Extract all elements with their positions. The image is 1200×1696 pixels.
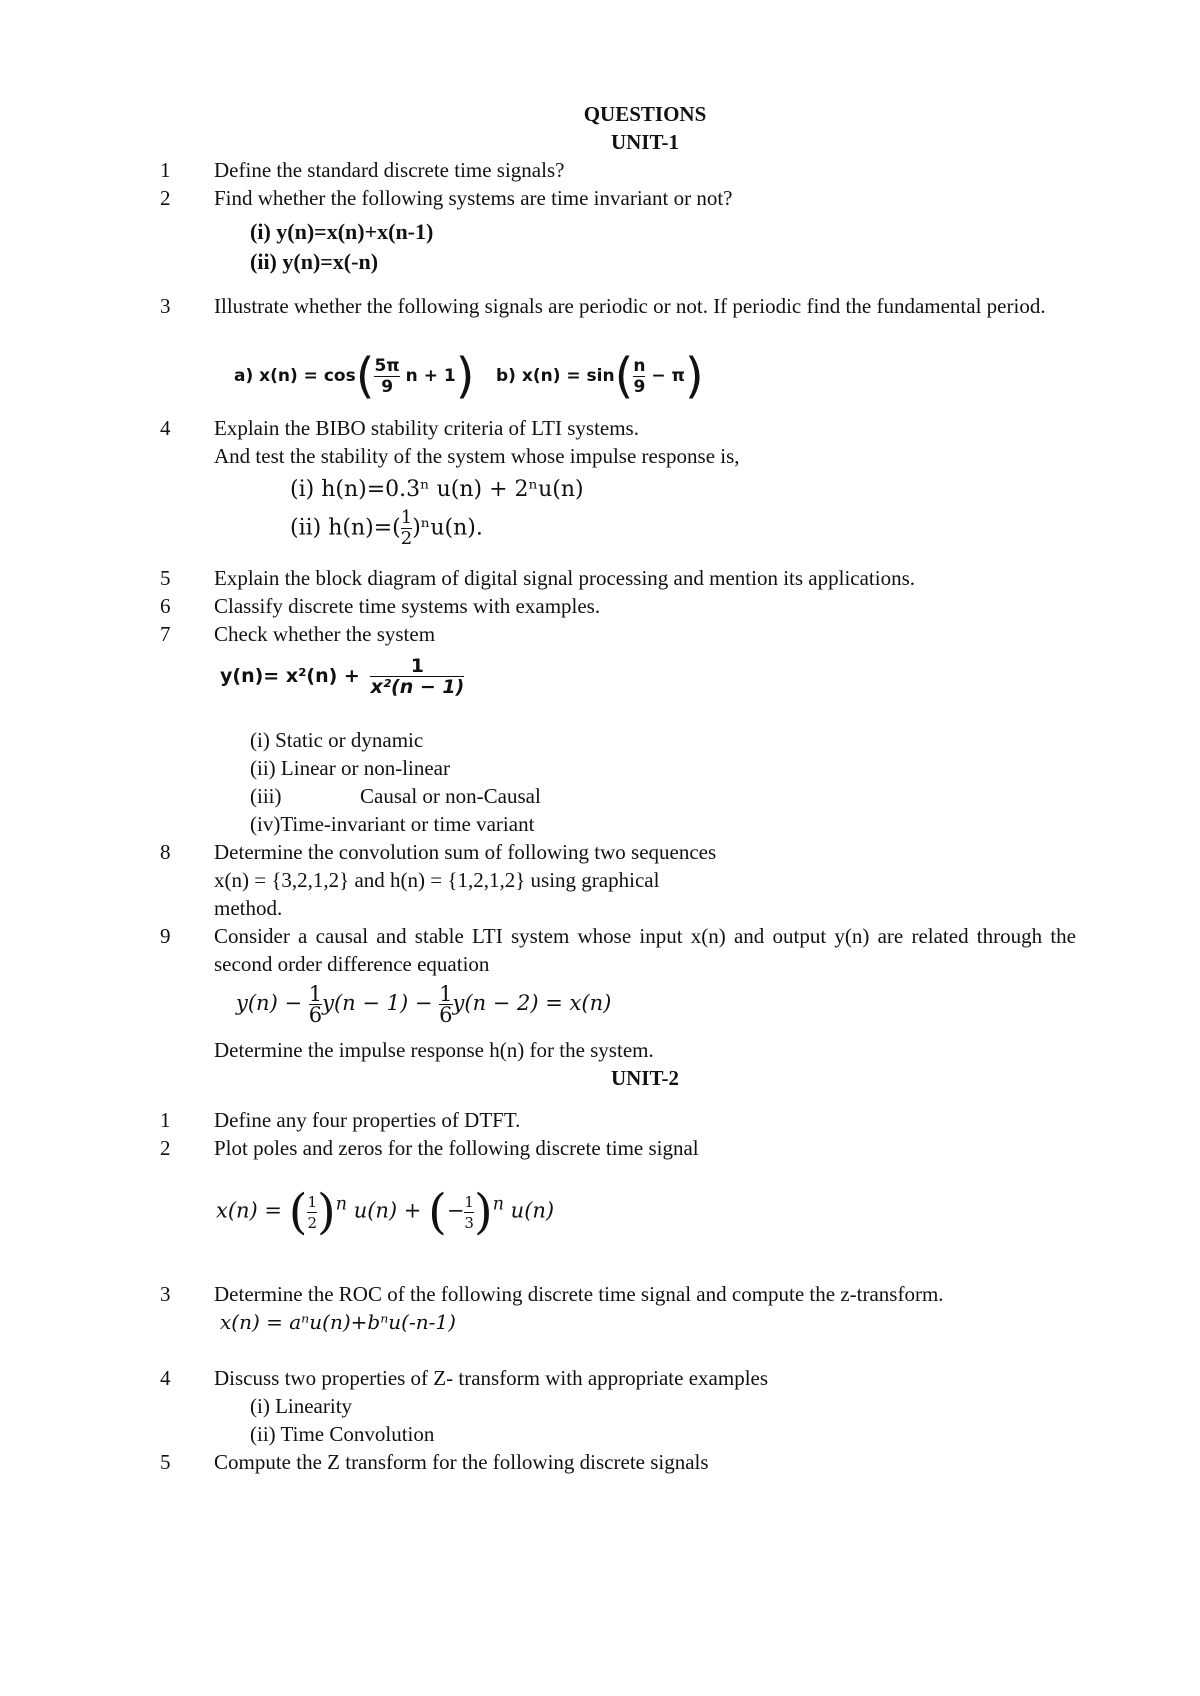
fraction-numerator: 1 xyxy=(439,982,453,1006)
question-number: 3 xyxy=(160,294,171,318)
question-text: Check whether the system xyxy=(214,622,436,646)
eq-label: a) x(n) = cos xyxy=(234,366,356,386)
eq-tail: − π xyxy=(651,366,685,386)
question-number: 7 xyxy=(160,622,171,646)
eq-tail: n + 1 xyxy=(405,366,456,386)
question-text: Explain the BIBO stability criteria of LTI systems. xyxy=(214,416,639,440)
question-text: Consider a causal and stable LTI system whose input x(n) and output y(n) are related through the second order difference equation xyxy=(214,924,1076,976)
sub-item: (iii) xyxy=(250,784,282,808)
question-number: 2 xyxy=(160,1136,171,1160)
equation-a: a) x(n) = cos( $\frac{5\pi}{9}$ n + 1) xyxy=(234,348,475,404)
fraction-denominator: 9 xyxy=(374,376,399,397)
question-text: Find whether the following systems are time invariant or not? xyxy=(214,186,733,210)
equation xyxy=(236,984,611,1025)
question-text: Discuss two properties of Z- transform with appropriate examples xyxy=(214,1366,769,1390)
question-text: Illustrate whether the following signals are periodic or not. If periodic find the fundamental period. xyxy=(214,294,1046,318)
question-number: 6 xyxy=(160,594,171,618)
equation: (i) y(n)=x(n)+x(n-1) xyxy=(250,219,434,244)
eq-part: x(n) = xyxy=(216,1198,289,1223)
eq-label: b) x(n) = sin xyxy=(496,366,615,386)
question-text: method. xyxy=(214,896,283,920)
eq-part: y(n) − xyxy=(236,991,309,1015)
fraction-numerator: n xyxy=(633,355,646,376)
sub-item: (ii) Time Convolution xyxy=(250,1422,435,1446)
equation: x(n) = aⁿu(n)+bⁿu(-n-1) xyxy=(220,1310,456,1334)
eq-part: u(n) xyxy=(510,1198,555,1223)
equation: x(n) = ( $\frac{1}{2}$ )$^n$ u(n) + (− $\frac{1}{3}$ )$^n$ u(n) xyxy=(216,1184,555,1240)
fraction-denominator: 2 xyxy=(400,528,413,549)
equation xyxy=(290,508,483,549)
fraction-numerator: 5π xyxy=(374,355,400,376)
eq-part: y(n − 1) − xyxy=(322,991,440,1015)
eq-part: u(n) + xyxy=(353,1198,429,1223)
fraction-denominator: 9 xyxy=(633,376,646,397)
eq-part: − xyxy=(446,1198,465,1223)
fraction-denominator: 3 xyxy=(464,1213,474,1232)
exponent: n xyxy=(492,1194,504,1215)
question-number: 1 xyxy=(160,158,171,182)
question-number: 9 xyxy=(160,924,171,948)
equation: (ii) y(n)=x(-n) xyxy=(250,249,379,274)
question-text: Classify discrete time systems with examples. xyxy=(214,594,601,618)
eq-pre: (ii) h(n)=( xyxy=(290,515,401,541)
question-number: 4 xyxy=(160,1366,171,1390)
question-text: Determine the impulse response h(n) for the system. xyxy=(214,1038,654,1062)
question-number: 5 xyxy=(160,1450,171,1474)
question-text: Define the standard discrete time signals? xyxy=(214,158,565,182)
sub-item: (iv)Time-invariant or time variant xyxy=(250,812,535,836)
equation xyxy=(220,656,468,697)
unit-1-heading: UNIT-1 xyxy=(610,130,680,154)
question-text: x(n) = {3,2,1,2} and h(n) = {1,2,1,2} using graphical xyxy=(214,868,660,892)
sub-item: (i) Linearity xyxy=(250,1394,353,1418)
fraction-denominator: 6 xyxy=(439,1003,453,1027)
fraction-numerator: 1 xyxy=(410,655,424,677)
sub-item: (i) Static or dynamic xyxy=(250,728,424,752)
question-number: 3 xyxy=(160,1282,171,1306)
question-text: Determine the ROC of the following discrete time signal and compute the z-transform. xyxy=(214,1282,944,1306)
question-text: Explain the block diagram of digital signal processing and mention its applications. xyxy=(214,566,916,590)
question-number: 2 xyxy=(160,186,171,210)
question-number: 8 xyxy=(160,840,171,864)
exponent: n xyxy=(335,1194,347,1215)
equation-b: b) x(n) = sin( $\frac{n}{9}$ − π) xyxy=(496,348,704,404)
question-number: 5 xyxy=(160,566,171,590)
question-text: Compute the Z transform for the following discrete signals xyxy=(214,1450,709,1474)
fraction-numerator: 1 xyxy=(307,1192,317,1211)
equation: (i) h(n)=0.3ⁿ u(n) + 2ⁿu(n) xyxy=(290,477,584,502)
eq-pre: y(n)= x²(n) + xyxy=(220,665,367,687)
question-number: 4 xyxy=(160,416,171,440)
question-text: Plot poles and zeros for the following discrete time signal xyxy=(214,1136,699,1160)
fraction-denominator: x²(n − 1) xyxy=(370,676,465,698)
question-number: 1 xyxy=(160,1108,171,1132)
question-text: And test the stability of the system whose impulse response is, xyxy=(214,444,740,468)
question-text: Determine the convolution sum of following two sequences xyxy=(214,840,717,864)
eq-part: y(n − 2) = x(n) xyxy=(452,991,612,1015)
eq-post: )ⁿu(n). xyxy=(412,515,483,541)
unit-2-heading: UNIT-2 xyxy=(610,1066,680,1090)
fraction-numerator: 1 xyxy=(400,507,413,528)
fraction-numerator: 1 xyxy=(308,982,323,1006)
sub-item: Causal or non-Causal xyxy=(360,784,541,808)
page-title: QUESTIONS xyxy=(583,102,707,126)
question-text: Define any four properties of DTFT. xyxy=(214,1108,521,1132)
fraction-denominator: 2 xyxy=(307,1213,317,1232)
sub-item: (ii) Linear or non-linear xyxy=(250,756,450,780)
fraction-denominator: 6 xyxy=(308,1003,323,1027)
fraction-numerator: 1 xyxy=(464,1192,474,1211)
